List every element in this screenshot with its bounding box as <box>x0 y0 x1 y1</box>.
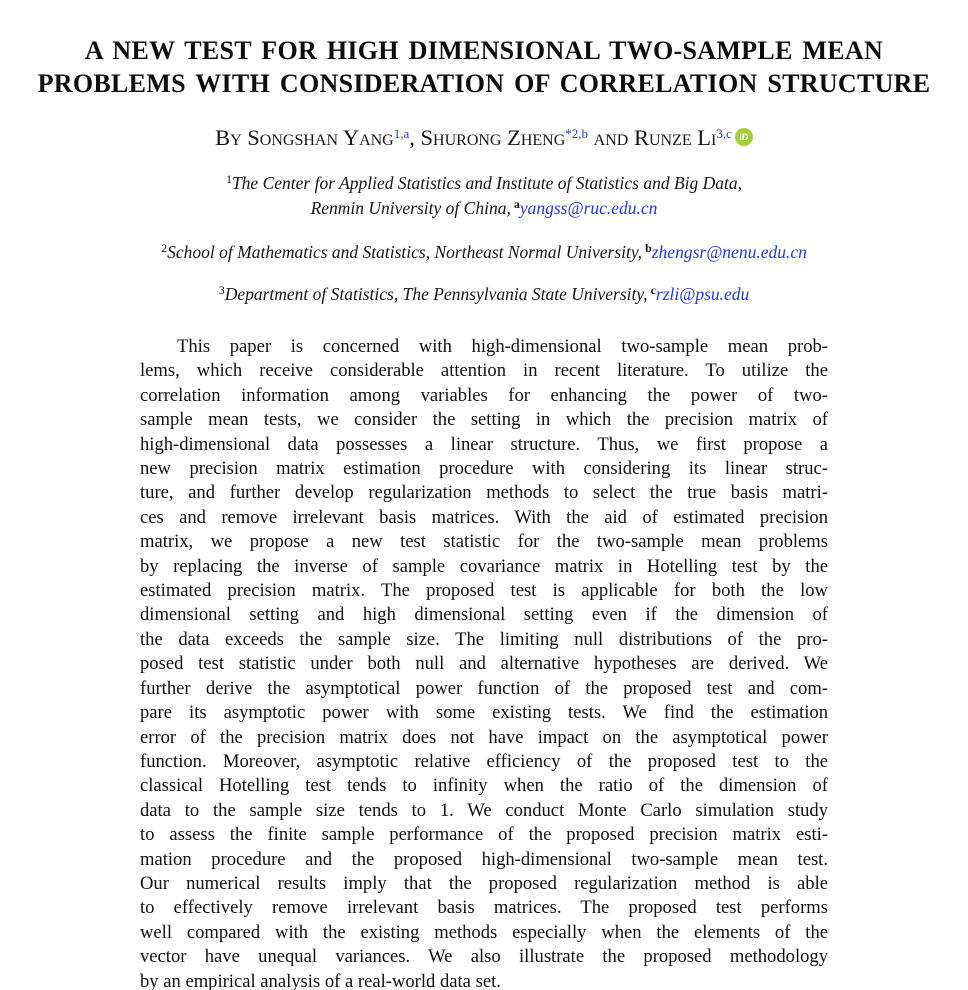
affiliation-1-number: 1 <box>225 172 232 186</box>
abstract-line: to effectively remove irrelevant basis matrices. The proposed test performs <box>140 897 828 919</box>
abstract-line: lems, which receive considerable attention in recent literature. To utilize the <box>140 360 828 382</box>
email-link-yang[interactable]: yangss@ruc.edu.cn <box>519 198 658 218</box>
orcid-icon[interactable]: iD <box>735 128 753 146</box>
abstract-line: pare its asymptotic power with some existing tests. We find the estimation <box>140 702 828 724</box>
author-superscript-li: 3,c <box>716 126 732 141</box>
email-link-zheng[interactable]: zhengsr@nenu.edu.cn <box>651 242 807 262</box>
paper-title-line2: PROBLEMS WITH CONSIDERATION OF CORRELATION STRUCTURE <box>37 69 931 98</box>
abstract-line: high-dimensional data possesses a linear structure. Thus, we first propose a <box>140 433 828 455</box>
authors-line <box>0 125 968 151</box>
paper-title-line1: A NEW TEST FOR HIGH DIMENSIONAL TWO-SAMPLE MEAN <box>84 36 884 65</box>
abstract-line: matrix, we propose a new test statistic for the two-sample mean problems <box>140 531 828 553</box>
paper-title <box>0 34 968 100</box>
author-name-zheng: Shurong Zheng <box>420 125 566 150</box>
abstract-line: well compared with the existing methods especially when the elements of the <box>140 921 828 943</box>
abstract-line: error of the precision matrix does not have impact on the asymptotical power <box>140 726 828 748</box>
abstract-line: function. Moreover, asymptotic relative efficiency of the proposed test to the <box>140 750 828 772</box>
abstract-line: by replacing the inverse of sample covariance matrix in Hotelling test by the <box>140 555 828 577</box>
abstract-line: to assess the finite sample performance of the proposed precision matrix esti- <box>140 824 828 846</box>
affiliation-3-email-superscript: c <box>650 283 656 297</box>
abstract-line: the data exceeds the sample size. The limiting null distributions of the pro- <box>140 628 828 650</box>
affiliation-3 <box>0 283 968 308</box>
abstract-line: Our numerical results imply that the proposed regularization method is able <box>140 872 828 894</box>
abstract-line: mation procedure and the proposed high-dimensional two-sample mean test. <box>140 848 828 870</box>
abstract-line: correlation information among variables for enhancing the power of two- <box>140 384 828 406</box>
abstract-line: by an empirical analysis of a real-world data set. <box>140 970 501 990</box>
abstract-line: posed test statistic under both null and alternative hypotheses are derived. We <box>140 653 828 675</box>
abstract-line: new precision matrix estimation procedure with considering its linear struc- <box>140 458 828 480</box>
affiliation-1-text-line2: Renmin University of China, <box>310 198 511 218</box>
affiliation-1-email-superscript: a <box>513 197 520 211</box>
affiliation-3-number: 3 <box>218 283 225 297</box>
abstract-line: sample mean tests, we consider the setting in which the precision matrix of <box>140 409 828 431</box>
abstract-line: ture, and further develop regularization methods to select the true basis matri- <box>140 482 828 504</box>
affiliation-2-number: 2 <box>161 241 168 255</box>
author-superscript-zheng: *2,b <box>565 126 589 141</box>
abstract-line: ces and remove irrelevant basis matrices. With the aid of estimated precision <box>140 506 828 528</box>
author-conjunction: and <box>593 125 629 150</box>
affiliation-3-text: Department of Statistics, The Pennsylvania State University, <box>224 284 648 304</box>
abstract <box>140 335 828 990</box>
abstract-line: data to the sample size tends to 1. We conduct Monte Carlo simulation study <box>140 799 828 821</box>
abstract-line: classical Hotelling test tends to infinity when the ratio of the dimension of <box>140 775 828 797</box>
affiliation-2 <box>0 241 968 266</box>
author-separator: , <box>409 125 415 150</box>
affiliation-2-email-superscript: b <box>645 241 652 255</box>
abstract-line: This paper is concerned with high-dimensional two-sample mean prob- <box>177 336 828 357</box>
affiliation-2-text: School of Mathematics and Statistics, Northeast Normal University, <box>167 242 643 262</box>
abstract-line: vector have unequal variances. We also illustrate the proposed methodology <box>140 946 828 968</box>
abstract-line: estimated precision matrix. The proposed test is applicable for both the low <box>140 580 828 602</box>
author-name-li: Runze Li <box>633 125 717 150</box>
abstract-line: dimensional setting and high dimensional setting even if the dimension of <box>140 604 828 626</box>
affiliation-1-text-line1: The Center for Applied Statistics and Institute of Statistics and Big Data, <box>231 173 743 193</box>
author-name-yang: Songshan Yang <box>247 125 394 150</box>
affiliation-1 <box>0 172 968 222</box>
byline-prefix: By <box>215 125 242 150</box>
email-link-li[interactable]: rzli@psu.edu <box>655 284 750 304</box>
author-superscript-yang: 1,a <box>393 126 410 141</box>
abstract-line: further derive the asymptotical power function of the proposed test and com- <box>140 677 828 699</box>
